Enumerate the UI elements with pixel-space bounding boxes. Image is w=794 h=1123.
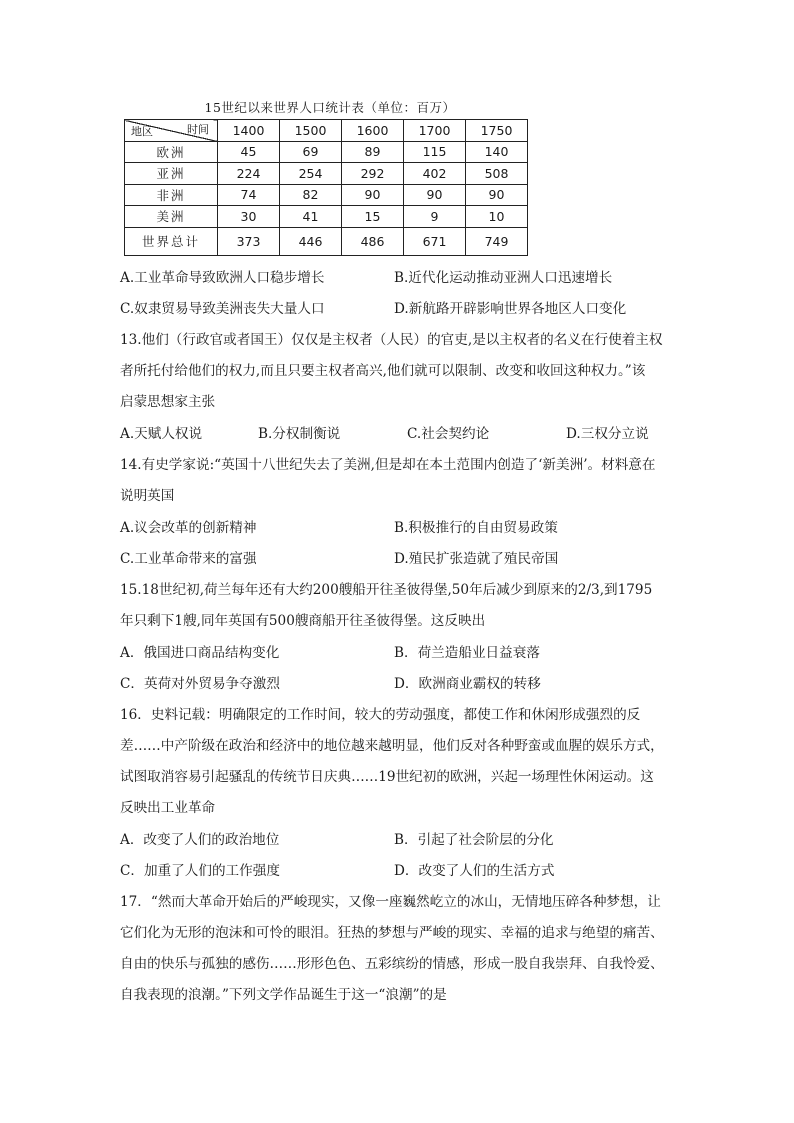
table-cell: 74 bbox=[218, 184, 280, 206]
q15-option-c: C．英荷对外贸易争夺激烈 bbox=[120, 676, 280, 692]
table-title: 15世纪以来世界人口统计表（单位：百万） bbox=[204, 100, 456, 115]
q17-text-line: 自我表现的浪潮。”下列文学作品诞生于这一“浪潮”的是 bbox=[120, 987, 447, 1003]
table-cell: 90 bbox=[466, 184, 528, 206]
q13-option-c: C.社会契约论 bbox=[407, 426, 490, 442]
year-header: 1700 bbox=[404, 120, 466, 142]
year-header: 1750 bbox=[466, 120, 528, 142]
population-table bbox=[124, 119, 528, 256]
corner-label-region: 地区 bbox=[131, 124, 153, 138]
table-cell: 402 bbox=[404, 163, 466, 185]
table-cell: 749 bbox=[466, 227, 528, 255]
q13-text-line: 启蒙思想家主张 bbox=[120, 394, 216, 410]
q15-text-line: 年只剩下1艘,同年英国有500艘商船开往圣彼得堡。这反映出 bbox=[120, 613, 486, 629]
table-cell: 486 bbox=[342, 227, 404, 255]
q13-option-d: D.三权分立说 bbox=[566, 426, 649, 442]
table-cell: 115 bbox=[404, 141, 466, 163]
year-header: 1600 bbox=[342, 120, 404, 142]
table-cell: 254 bbox=[280, 163, 342, 185]
table-row bbox=[125, 227, 528, 255]
q13-option-a: A.天赋人权说 bbox=[120, 426, 203, 442]
q16-option-d: D．改变了人们的生活方式 bbox=[394, 863, 555, 879]
region-label: 美洲 bbox=[125, 206, 218, 228]
q12-option-a: A.工业革命导致欧洲人口稳步增长 bbox=[120, 270, 325, 286]
q14-text-line: 14.有史学家说:“英国十八世纪失去了美洲,但是却在本土范围内创造了‘新美洲’。材料意在 bbox=[120, 457, 656, 473]
q16-text-line: 试图取消容易引起骚乱的传统节日庆典……19世纪初的欧洲，兴起一场理性休闲运动。这 bbox=[120, 769, 654, 785]
corner-label-time: 时间 bbox=[187, 123, 209, 136]
q14-option-c: C.工业革命带来的富强 bbox=[120, 551, 257, 567]
q16-text-line: 反映出工业革命 bbox=[120, 800, 216, 816]
table-row bbox=[125, 184, 528, 206]
region-label: 亚洲 bbox=[125, 163, 218, 185]
q17-text-line: 自由的快乐与孤独的感伤……形形色色、五彩缤纷的情感，形成一股自我崇拜、自我怜爱、 bbox=[120, 956, 664, 972]
table-cell: 69 bbox=[280, 141, 342, 163]
q16-option-a: A．改变了人们的政治地位 bbox=[120, 832, 280, 848]
q13-text-line: 者所托付给他们的权力,而且只要主权者高兴,他们就可以限制、改变和收回这种权力。”该 bbox=[120, 363, 646, 379]
table-row bbox=[125, 206, 528, 228]
table-row bbox=[125, 163, 528, 185]
table-cell: 508 bbox=[466, 163, 528, 185]
q13-text-line: 13.他们（行政官或者国王）仅仅是主权者（人民）的官吏,是以主权者的名义在行使着主权 bbox=[120, 332, 663, 348]
table-cell: 373 bbox=[218, 227, 280, 255]
q14-text-line: 说明英国 bbox=[120, 488, 175, 504]
q15-option-a: A．俄国进口商品结构变化 bbox=[120, 645, 280, 661]
q17-text-line: 17．“然而大革命开始后的严峻现实，又像一座巍然屹立的冰山，无情地压碎各种梦想，让 bbox=[120, 894, 661, 910]
q14-option-a: A.议会改革的创新精神 bbox=[120, 520, 257, 536]
table-corner-cell bbox=[125, 120, 218, 142]
q13-option-b: B.分权制衡说 bbox=[258, 426, 341, 442]
q16-option-b: B．引起了社会阶层的分化 bbox=[394, 832, 554, 848]
q16-text-line: 16．史料记载：明确限定的工作时间，较大的劳动强度，都使工作和休闲形成强烈的反 bbox=[120, 707, 641, 723]
q14-option-d: D.殖民扩张造就了殖民帝国 bbox=[394, 551, 559, 567]
table-cell: 90 bbox=[404, 184, 466, 206]
q16-text-line: 差……中产阶级在政治和经济中的地位越来越明显，他们反对各种野蛮或血腥的娱乐方式， bbox=[120, 738, 664, 754]
table-cell: 140 bbox=[466, 141, 528, 163]
region-label: 非洲 bbox=[125, 184, 218, 206]
table-cell: 30 bbox=[218, 206, 280, 228]
table-cell: 89 bbox=[342, 141, 404, 163]
q12-option-b: B.近代化运动推动亚洲人口迅速增长 bbox=[394, 270, 613, 286]
q15-option-d: D．欧洲商业霸权的转移 bbox=[394, 676, 541, 692]
table-cell: 15 bbox=[342, 206, 404, 228]
table-cell: 224 bbox=[218, 163, 280, 185]
table-header-row bbox=[125, 120, 528, 142]
table-cell: 671 bbox=[404, 227, 466, 255]
table-row bbox=[125, 141, 528, 163]
region-label: 欧洲 bbox=[125, 141, 218, 163]
table-cell: 45 bbox=[218, 141, 280, 163]
q12-option-d: D.新航路开辟影响世界各地区人口变化 bbox=[394, 301, 627, 317]
table-cell: 10 bbox=[466, 206, 528, 228]
q12-option-c: C.奴隶贸易导致美洲丧失大量人口 bbox=[120, 301, 325, 317]
q14-option-b: B.积极推行的自由贸易政策 bbox=[394, 520, 558, 536]
q15-text-line: 15.18世纪初,荷兰每年还有大约200艘船开往圣彼得堡,50年后减少到原来的2/3,到1795 bbox=[120, 582, 653, 598]
year-header: 1400 bbox=[218, 120, 280, 142]
table-cell: 446 bbox=[280, 227, 342, 255]
table-cell: 90 bbox=[342, 184, 404, 206]
q17-text-line: 它们化为无形的泡沫和可怜的眼泪。狂热的梦想与严峻的现实、幸福的追求与绝望的痛苦、 bbox=[120, 925, 664, 941]
region-label: 世界总计 bbox=[125, 227, 218, 255]
table-cell: 9 bbox=[404, 206, 466, 228]
year-header: 1500 bbox=[280, 120, 342, 142]
q15-option-b: B．荷兰造船业日益衰落 bbox=[394, 645, 540, 661]
table-cell: 41 bbox=[280, 206, 342, 228]
table-cell: 82 bbox=[280, 184, 342, 206]
q16-option-c: C．加重了人们的工作强度 bbox=[120, 863, 280, 879]
table-cell: 292 bbox=[342, 163, 404, 185]
